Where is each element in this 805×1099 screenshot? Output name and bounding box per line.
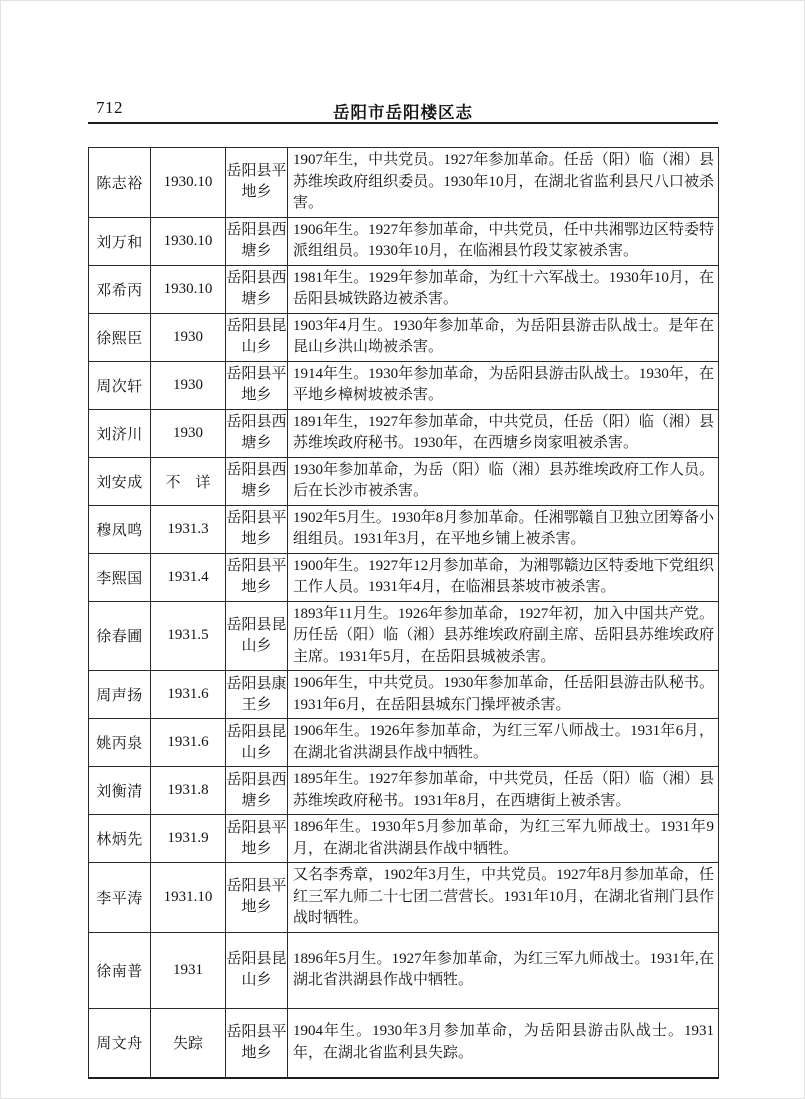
hometown: 岳阳县西塘乡: [226, 265, 288, 313]
biography: 1896年生。1930年5月参加革命，为红三军九师战士。1931年9月，在湖北省洪湖县作战中牺牲。: [288, 815, 719, 863]
martyrs-table: [88, 147, 719, 1079]
death-date: 1930.10: [151, 265, 226, 313]
martyr-name: 徐熙臣: [89, 313, 151, 361]
table-row: [89, 505, 719, 553]
biography: 1981年生。1929年参加革命，为红十六军战士。1930年10月，在岳阳县城铁路边被杀害。: [288, 265, 719, 313]
martyr-name: 徐春圃: [89, 601, 151, 671]
death-date: 1930.10: [151, 217, 226, 265]
biography: 1895年生。1927年参加革命，中共党员，任岳（阳）临（湘）县苏维埃政府秘书。1931年8月，在西塘街上被杀害。: [288, 767, 719, 815]
table-row: [89, 767, 719, 815]
table-row: [89, 217, 719, 265]
hometown: 岳阳县平地乡: [226, 148, 288, 218]
table-row: [89, 361, 719, 409]
martyr-name: 刘安成: [89, 457, 151, 505]
death-date: 1931.5: [151, 601, 226, 671]
page-number: 712: [96, 98, 123, 117]
martyr-name: 徐南普: [89, 932, 151, 1008]
hometown: 岳阳县平地乡: [226, 505, 288, 553]
martyr-name: 刘万和: [89, 217, 151, 265]
biography: 又名李秀章，1902年3月生，中共党员。1927年8月参加革命，任红三军九师二十七团二营营长。1931年10月，在湖北省荆门县作战时牺牲。: [288, 863, 719, 933]
table-row: [89, 553, 719, 601]
table-row: [89, 313, 719, 361]
hometown: 岳阳县西塘乡: [226, 217, 288, 265]
death-date: 1930.10: [151, 148, 226, 218]
table-row: [89, 863, 719, 933]
table-row: [89, 1008, 719, 1078]
biography: 1906年生，中共党员。1930年参加革命，任岳阳县游击队秘书。1931年6月，在岳阳县城东门操坪被杀害。: [288, 671, 719, 719]
hometown: 岳阳县昆山乡: [226, 932, 288, 1008]
death-date: 1930: [151, 361, 226, 409]
death-date: 1931.10: [151, 863, 226, 933]
table-row: [89, 601, 719, 671]
martyr-name: 李熙国: [89, 553, 151, 601]
death-date: 1931: [151, 932, 226, 1008]
martyr-name: 林炳先: [89, 815, 151, 863]
biography: 1893年11月生。1926年参加革命，1927年初，加入中国共产党。历任岳（阳）临（湘）县苏维埃政府副主席、岳阳县苏维埃政府主席。1931年5月，在岳阳县城被杀害。: [288, 601, 719, 671]
biography: 1903年4月生。1930年参加革命，为岳阳县游击队战士。是年在昆山乡洪山坳被杀害。: [288, 313, 719, 361]
martyr-name: 李平涛: [89, 863, 151, 933]
running-head: [88, 98, 718, 120]
table-row: [89, 457, 719, 505]
table-row: [89, 265, 719, 313]
hometown: 岳阳县平地乡: [226, 361, 288, 409]
hometown: 岳阳县昆山乡: [226, 313, 288, 361]
hometown: 岳阳县西塘乡: [226, 457, 288, 505]
death-date: 1931.4: [151, 553, 226, 601]
biography: 1896年5月生。1927年参加革命，为红三军九师战士。1931年,在湖北省洪湖县作战中牺牲。: [288, 932, 719, 1008]
martyr-name: 邓希丙: [89, 265, 151, 313]
biography: 1907年生，中共党员。1927年参加革命。任岳（阳）临（湘）县苏维埃政府组织委员。1930年10月，在湖北省监利县尺八口被杀害。: [288, 148, 719, 218]
death-date: 1931.8: [151, 767, 226, 815]
martyr-name: 周声扬: [89, 671, 151, 719]
biography: 1930年参加革命，为岳（阳）临（湘）县苏维埃政府工作人员。后在长沙市被杀害。: [288, 457, 719, 505]
hometown: 岳阳县昆山乡: [226, 719, 288, 767]
biography: 1902年5月生。1930年8月参加革命。任湘鄂赣自卫独立团筹备小组组员。1931年3月，在平地乡铺上被杀害。: [288, 505, 719, 553]
death-date: 1930: [151, 313, 226, 361]
hometown: 岳阳县康王乡: [226, 671, 288, 719]
death-date: 1931.6: [151, 719, 226, 767]
hometown: 岳阳县西塘乡: [226, 767, 288, 815]
martyr-name: 刘济川: [89, 409, 151, 457]
header-rule: [88, 122, 718, 124]
biography: 1891年生，1927年参加革命，中共党员，任岳（阳）临（湘）县苏维埃政府秘书。1930年，在西塘乡岗家咀被杀害。: [288, 409, 719, 457]
hometown: 岳阳县平地乡: [226, 553, 288, 601]
martyr-name: 刘衡清: [89, 767, 151, 815]
biography: 1906年生。1927年参加革命，中共党员，任中共湘鄂边区特委特派组组员。1930年10月，在临湘县竹段艾家被杀害。: [288, 217, 719, 265]
table-row: [89, 671, 719, 719]
hometown: 岳阳县平地乡: [226, 815, 288, 863]
biography: 1900年生。1927年12月参加革命，为湘鄂赣边区特委地下党组织工作人员。1931年4月，在临湘县茶坡市被杀害。: [288, 553, 719, 601]
martyr-name: 周文舟: [89, 1008, 151, 1078]
death-date: 1930: [151, 409, 226, 457]
death-date: 1931.3: [151, 505, 226, 553]
book-title: 岳阳市岳阳楼区志: [333, 103, 473, 122]
hometown: 岳阳县昆山乡: [226, 601, 288, 671]
table-row: [89, 932, 719, 1008]
martyr-name: 陈志裕: [89, 148, 151, 218]
table-row: [89, 409, 719, 457]
death-date: 1931.6: [151, 671, 226, 719]
table-row: [89, 719, 719, 767]
death-date: 失踪: [151, 1008, 226, 1078]
table-row: [89, 148, 719, 218]
table-row: [89, 815, 719, 863]
martyr-name: 周次轩: [89, 361, 151, 409]
biography: 1914年生。1930年参加革命，为岳阳县游击队战士。1930年，在平地乡樟树坡被杀害。: [288, 361, 719, 409]
hometown: 岳阳县西塘乡: [226, 409, 288, 457]
hometown: 岳阳县平地乡: [226, 1008, 288, 1078]
biography: 1906年生。1926年参加革命，为红三军八师战士。1931年6月，在湖北省洪湖县作战中牺牲。: [288, 719, 719, 767]
hometown: 岳阳县平地乡: [226, 863, 288, 933]
martyr-name: 姚丙泉: [89, 719, 151, 767]
biography: 1904年生。1930年3月参加革命，为岳阳县游击队战士。1931年，在湖北省监利县失踪。: [288, 1008, 719, 1078]
death-date: 不 详: [151, 457, 226, 505]
death-date: 1931.9: [151, 815, 226, 863]
martyrs-table-body: [89, 148, 719, 1079]
martyr-name: 穆凤鸣: [89, 505, 151, 553]
